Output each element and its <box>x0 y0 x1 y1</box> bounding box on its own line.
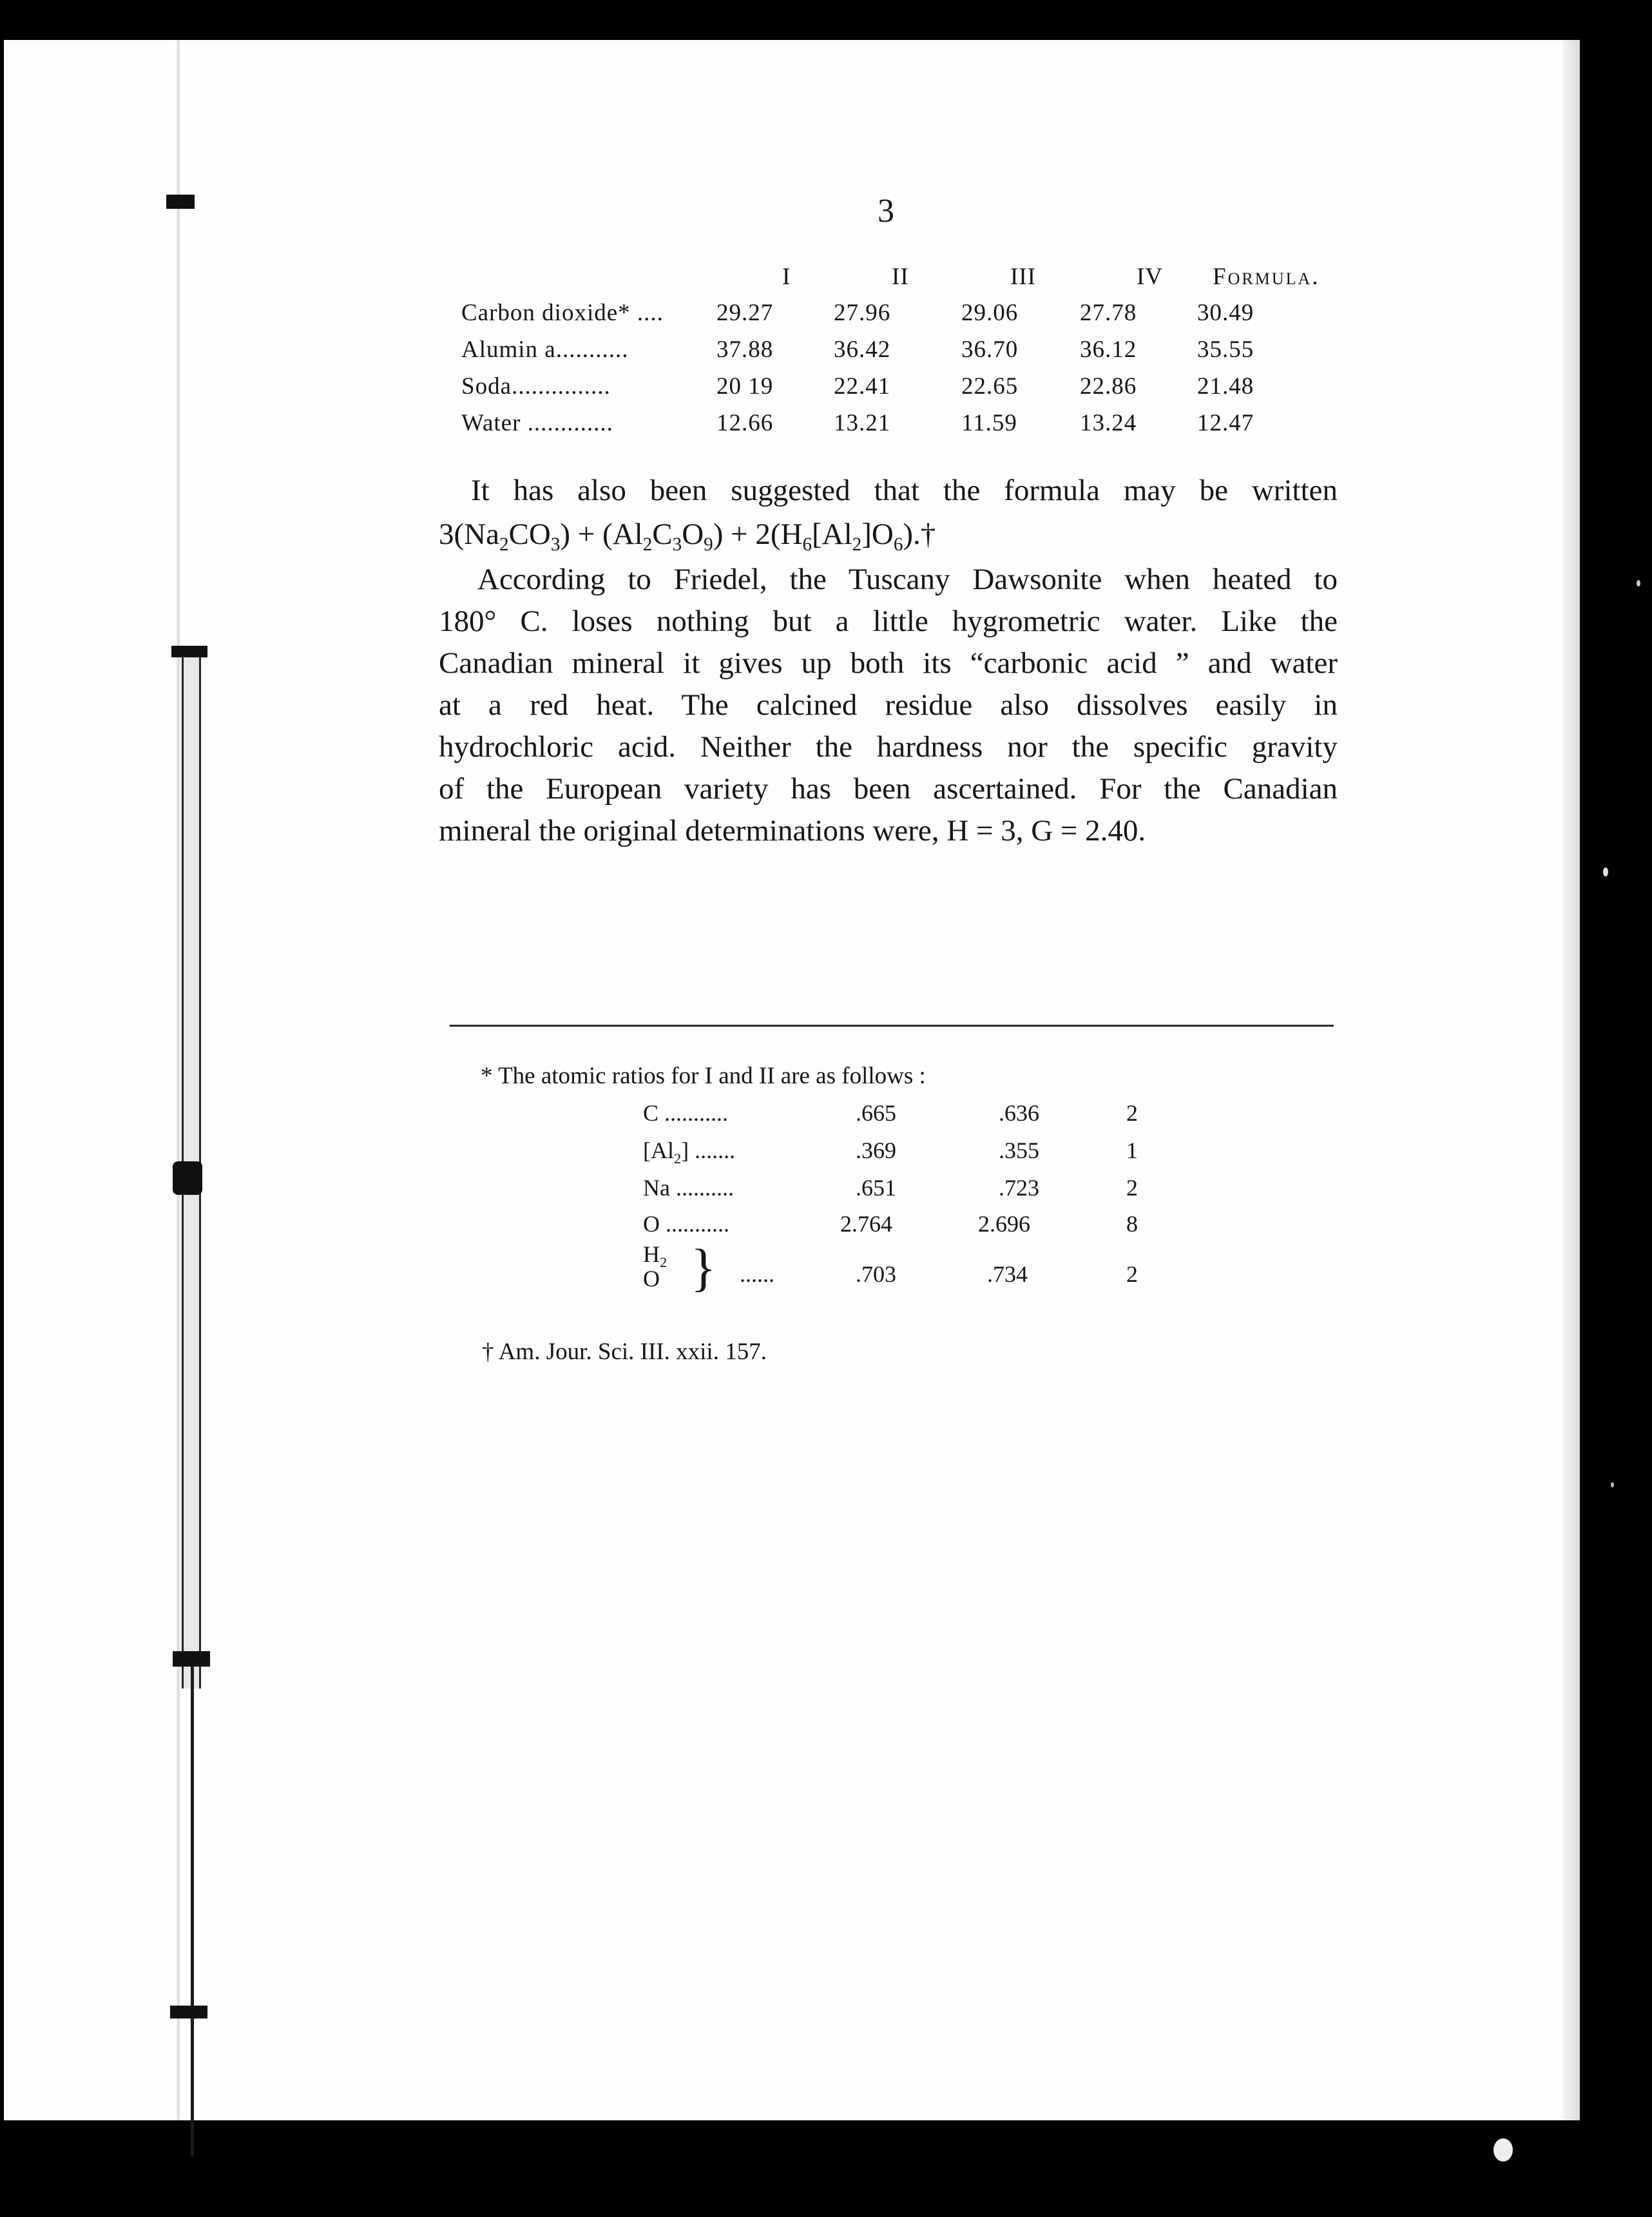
table-cell: 20 19 <box>716 373 774 400</box>
table-cell: 35.55 <box>1197 336 1254 363</box>
book-page <box>4 40 1580 2120</box>
row-label: $H_2$ O <box>643 1241 668 1292</box>
table-cell: .651 <box>856 1175 896 1201</box>
text-line: of the European variety has been ascertained. For the Canadian <box>439 772 1338 806</box>
table-cell: 22.65 <box>961 373 1019 400</box>
row-label: $[Al_2]$ ....... <box>643 1138 736 1167</box>
row-label: Na .......... <box>643 1175 734 1201</box>
table-cell: 2 <box>1126 1175 1138 1201</box>
spine-fold <box>177 40 180 2120</box>
table-cell: .734 <box>987 1261 1028 1287</box>
table-cell: 2.764 <box>840 1211 892 1237</box>
page-edge <box>1563 40 1580 2120</box>
scan-speck <box>1611 1482 1614 1487</box>
column-header-i: I <box>782 264 791 290</box>
table-cell: 36.12 <box>1080 336 1137 363</box>
table-cell: 37.88 <box>716 336 774 363</box>
table-cell: .369 <box>856 1138 896 1163</box>
table-cell: 22.41 <box>834 373 891 400</box>
footnote-rule <box>450 1025 1334 1027</box>
binding-mark <box>173 1161 202 1195</box>
table-cell: 2.696 <box>978 1211 1030 1237</box>
text-line: According to Friedel, the Tuscany Dawsonite when heated to <box>477 563 1338 596</box>
table-cell: .703 <box>856 1261 896 1287</box>
table-cell: 11.59 <box>961 410 1017 436</box>
table-cell: .355 <box>999 1138 1039 1163</box>
column-header-iii: III <box>1010 264 1036 290</box>
table-cell: 1 <box>1126 1138 1138 1163</box>
footnote-intro: * The atomic ratios for I and II are as follows : <box>481 1063 926 1089</box>
footnote-reference: † Am. Jour. Sci. III. xxii. 157. <box>482 1339 767 1365</box>
row-label: Soda............... <box>461 373 611 400</box>
table-cell: 30.49 <box>1197 300 1254 326</box>
row-label: C ........... <box>643 1100 729 1126</box>
table-cell: .636 <box>999 1100 1039 1126</box>
scan-speck <box>1494 2138 1513 2162</box>
column-header-ii: II <box>892 264 909 290</box>
text-line: at a red heat. The calcined residue also dissolves easily in <box>439 688 1338 722</box>
binding-mark <box>170 2006 207 2019</box>
column-header-formula: Formula. <box>1213 264 1320 290</box>
table-cell: 13.21 <box>834 410 891 436</box>
table-cell: 29.27 <box>716 300 774 326</box>
table-cell: 13.24 <box>1080 410 1137 436</box>
table-cell: 12.66 <box>716 410 774 436</box>
page-number: 3 <box>878 193 894 229</box>
table-cell: 29.06 <box>961 300 1019 326</box>
table-cell: 36.42 <box>834 336 891 363</box>
row-label: Carbon dioxide* .... <box>461 300 664 326</box>
table-cell: 27.78 <box>1080 300 1137 326</box>
brace: } <box>691 1238 716 1297</box>
table-cell: .723 <box>999 1175 1039 1201</box>
row-dots: ...... <box>740 1261 774 1287</box>
table-cell: 21.48 <box>1197 373 1254 400</box>
analysis-table <box>461 263 1350 456</box>
binding-mark <box>166 195 195 209</box>
scan-speck <box>1637 580 1640 586</box>
row-label: O ........... <box>643 1211 729 1237</box>
table-cell: 2 <box>1126 1100 1138 1126</box>
text-line: 180° C. loses nothing but a little hygrometric water. Like the <box>439 605 1338 638</box>
chemical-formula: $3(Na_2CO_3) + (Al_2C_3O_9)$ + $2(H_6[Al_2]O_6).\dagger$ <box>439 518 936 556</box>
table-cell: 2 <box>1126 1261 1138 1287</box>
row-label: Alumin a........... <box>461 336 629 363</box>
text-line: Canadian mineral it gives up both its “carbonic acid ” and water <box>439 646 1338 680</box>
table-cell: 27.96 <box>834 300 891 326</box>
text-line: It has also been suggested that the formula may be written <box>471 474 1338 507</box>
scan-speck <box>1603 867 1608 876</box>
text-line: hydrochloric acid. Neither the hardness nor the specific gravity <box>439 730 1338 764</box>
table-cell: .665 <box>856 1100 896 1126</box>
table-cell: 36.70 <box>961 336 1019 363</box>
table-cell: 12.47 <box>1197 410 1254 436</box>
text-line: mineral the original determinations were, H = 3, G = 2.40. <box>439 814 1146 847</box>
table-cell: 22.86 <box>1080 373 1137 400</box>
binding-thread <box>191 1667 194 2156</box>
binding-mark <box>173 1651 210 1667</box>
binding-mark <box>171 646 207 657</box>
row-label: Water ............. <box>461 410 613 436</box>
column-header-iv: IV <box>1137 264 1164 290</box>
table-cell: 8 <box>1126 1211 1138 1237</box>
